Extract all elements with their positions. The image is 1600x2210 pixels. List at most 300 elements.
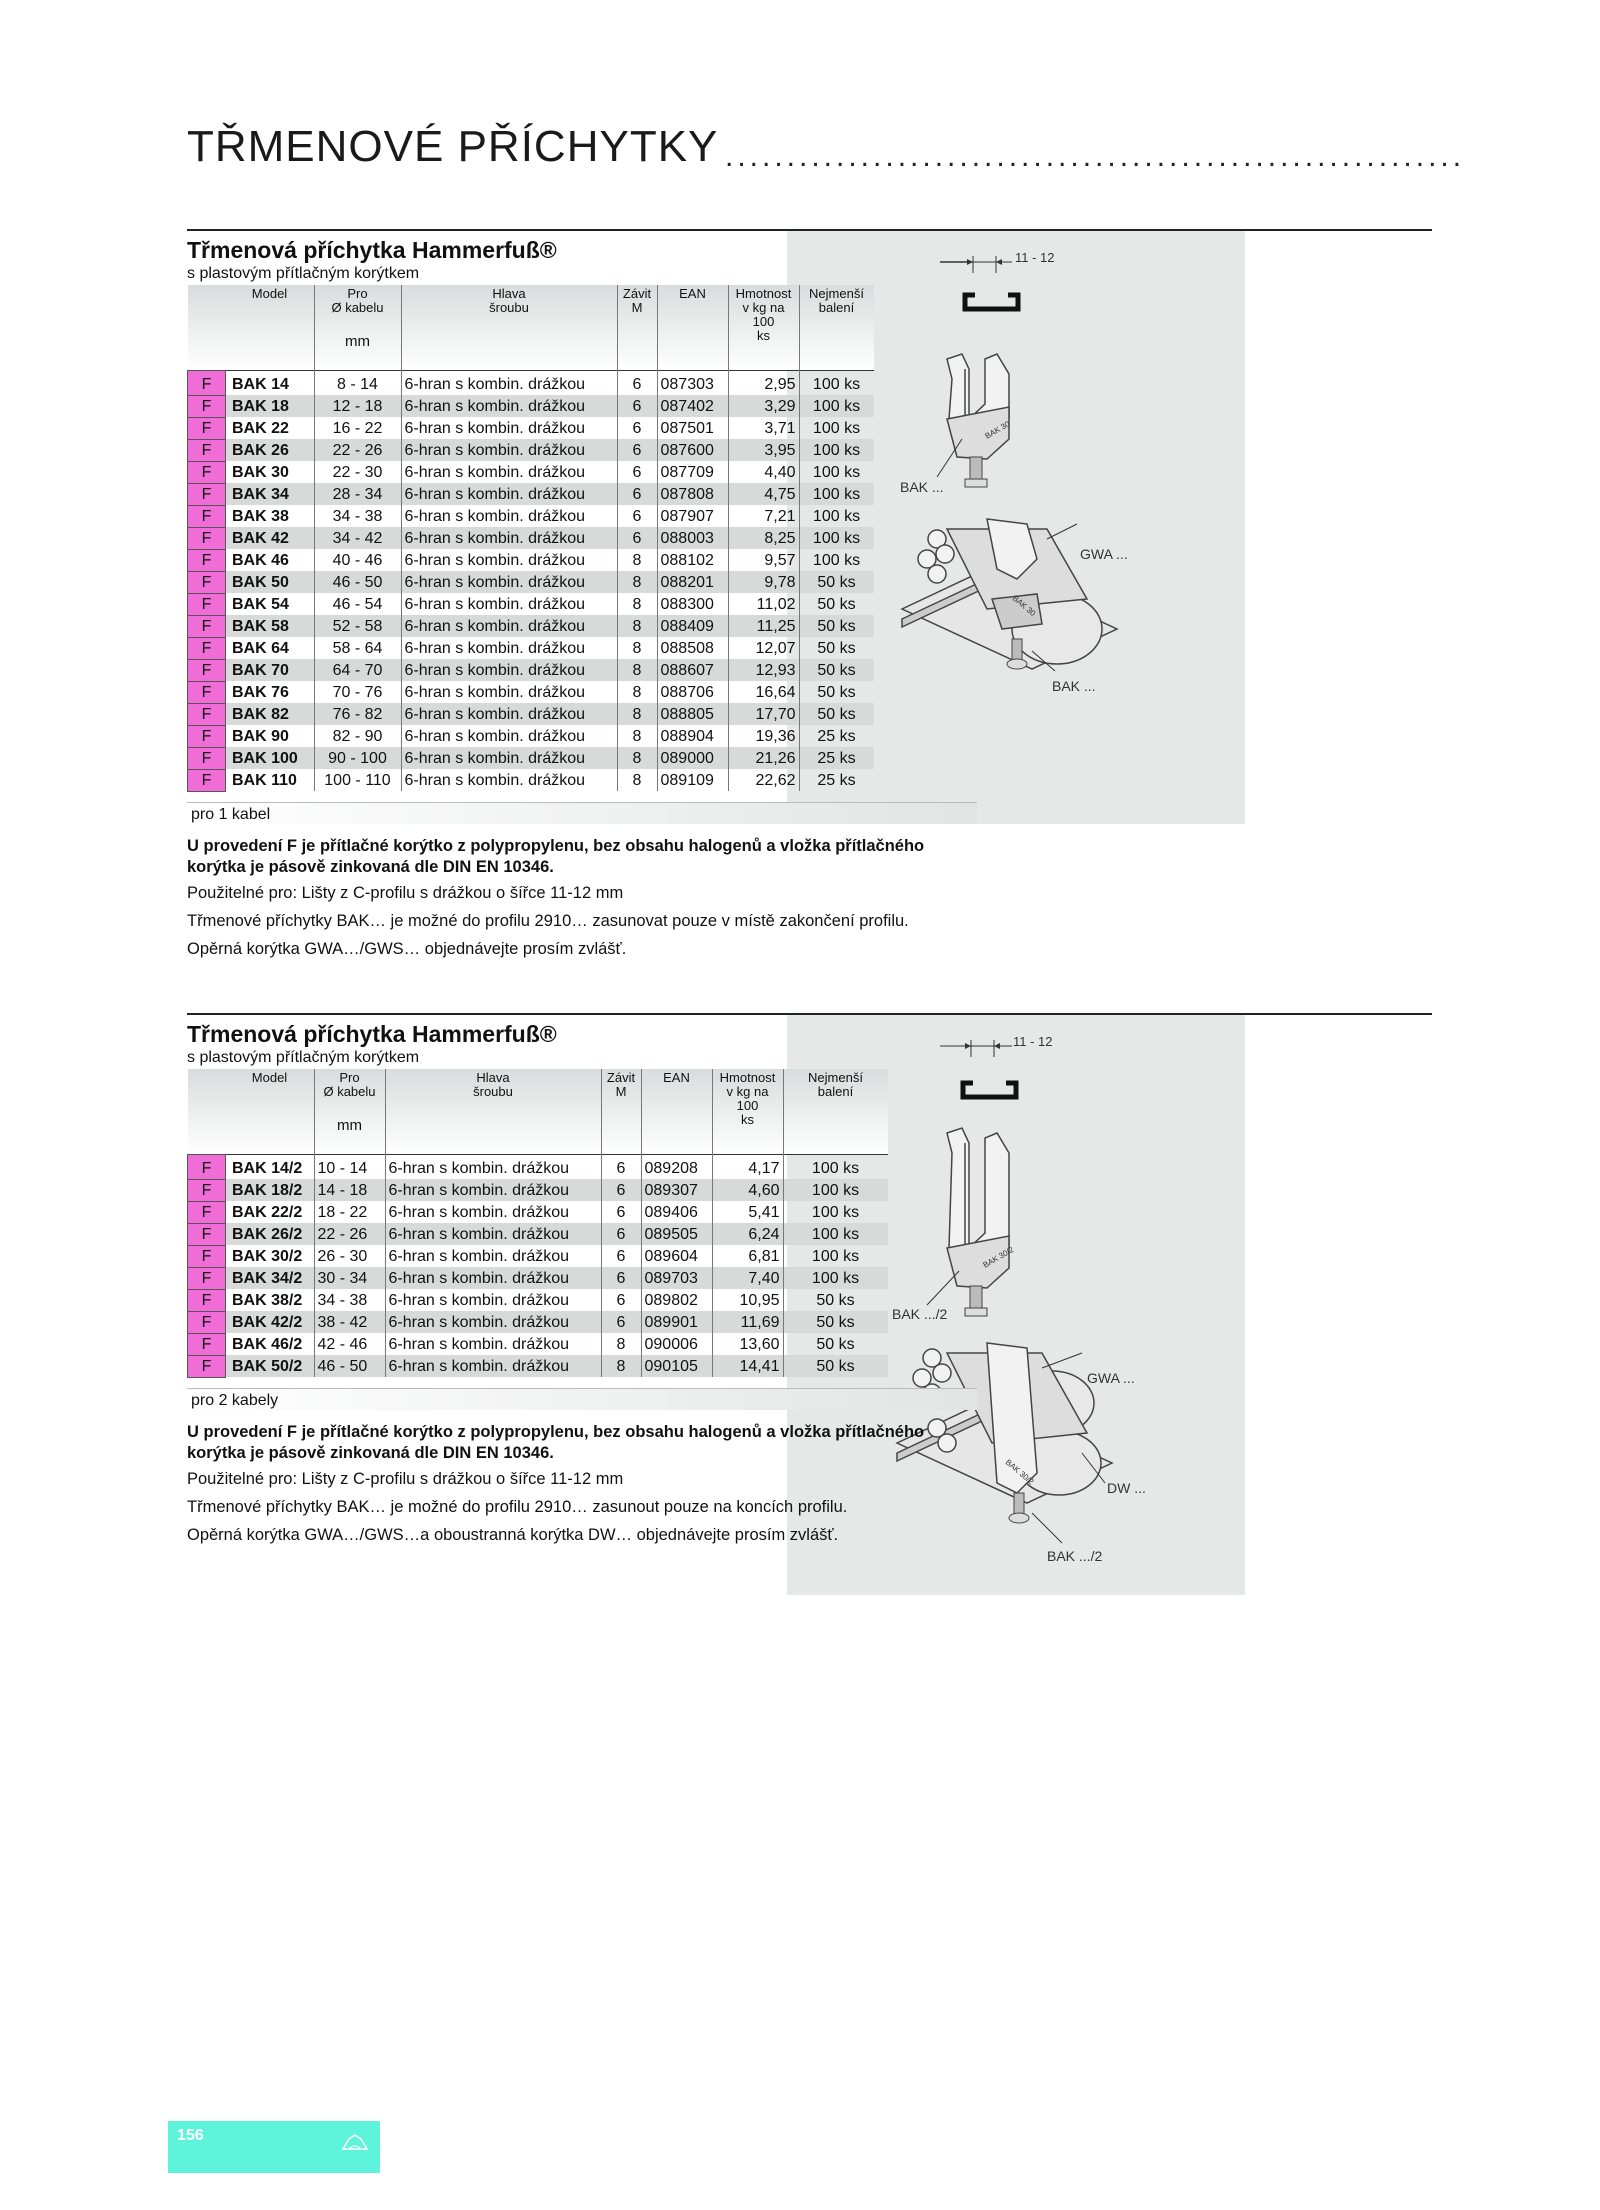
weight-cell: 5,41 xyxy=(712,1201,783,1223)
ean-cell: 088805 xyxy=(657,703,728,725)
pack-cell: 100 ks xyxy=(799,549,874,571)
model-cell: BAK 82 xyxy=(226,703,315,725)
dimension-label: 11 - 12 xyxy=(1015,250,1055,265)
header-model: Model xyxy=(226,285,315,370)
variant-badge: F xyxy=(188,1179,226,1201)
cable-range-cell: 22 - 26 xyxy=(314,439,401,461)
model-cell: BAK 22/2 xyxy=(232,1203,303,1221)
table-row xyxy=(188,1333,888,1355)
thread-cell: 6 xyxy=(617,439,657,461)
header-model: Model xyxy=(226,1069,315,1154)
section-subtitle: s plastovým přítlačným korýtkem xyxy=(187,1049,420,1066)
weight-cell: 9,78 xyxy=(728,571,799,593)
weight-cell: 11,69 xyxy=(712,1311,783,1333)
variant-badge: F xyxy=(188,593,226,615)
pack-cell: 50 ks xyxy=(783,1311,888,1333)
table-row xyxy=(188,571,874,593)
thread-cell: 8 xyxy=(617,703,657,725)
screw-head-cell: 6-hran s kombin. drážkou xyxy=(401,593,617,615)
table-body xyxy=(188,1154,888,1377)
header-min-pack: Nejmenší balení xyxy=(783,1069,888,1154)
pack-cell: 100 ks xyxy=(783,1223,888,1245)
table-row xyxy=(188,417,874,439)
weight-cell: 6,24 xyxy=(712,1223,783,1245)
cable-range-cell: 8 - 14 xyxy=(314,370,401,395)
thread-cell: 8 xyxy=(601,1333,641,1355)
screw-head-cell: 6-hran s kombin. drážkou xyxy=(401,725,617,747)
thread-cell: 6 xyxy=(617,461,657,483)
ean-cell: 089802 xyxy=(641,1289,712,1311)
screw-head-cell: 6-hran s kombin. drážkou xyxy=(385,1355,601,1377)
header-screw-head: Hlava šroubu xyxy=(401,285,617,370)
variant-badge: F xyxy=(188,549,226,571)
model-cell: BAK 26 xyxy=(226,439,315,461)
cable-range-cell: 40 - 46 xyxy=(314,549,401,571)
thread-cell: 6 xyxy=(601,1223,641,1245)
model-cell: BAK 46/2 xyxy=(232,1335,303,1353)
variant-badge: F xyxy=(188,395,226,417)
pack-cell: 100 ks xyxy=(783,1267,888,1289)
section-rule xyxy=(187,1013,1432,1015)
model-cell: BAK 58 xyxy=(226,615,315,637)
pack-cell: 100 ks xyxy=(799,370,874,395)
screw-head-cell: 6-hran s kombin. drážkou xyxy=(385,1311,601,1333)
ean-cell: 089901 xyxy=(641,1311,712,1333)
thread-cell: 6 xyxy=(601,1201,641,1223)
screw-head-cell: 6-hran s kombin. drážkou xyxy=(401,439,617,461)
model-cell: BAK 110 xyxy=(232,771,297,789)
cable-range-cell: 16 - 22 xyxy=(314,417,401,439)
variant-badge: F xyxy=(188,505,226,527)
thread-cell: 8 xyxy=(617,549,657,571)
screw-head-cell: 6-hran s kombin. drážkou xyxy=(401,505,617,527)
header-cable-diameter: Pro Ø kabelu mm xyxy=(314,285,401,370)
pack-cell: 50 ks xyxy=(799,615,874,637)
table-row xyxy=(188,1245,888,1267)
order-note: Opěrná korýtka GWA…/GWS… objednávejte prosím zvlášť. xyxy=(187,939,627,958)
thread-cell: 6 xyxy=(601,1179,641,1201)
label-gwa: GWA ... xyxy=(1087,1370,1135,1386)
model-cell: BAK 34/2 xyxy=(226,1267,315,1289)
table-row xyxy=(188,593,874,615)
weight-cell: 9,57 xyxy=(728,549,799,571)
model-cell: BAK 14 xyxy=(232,375,289,393)
cable-range-cell: 22 - 30 xyxy=(314,461,401,483)
table-row xyxy=(188,725,874,747)
weight-cell: 12,93 xyxy=(728,659,799,681)
thread-cell: 6 xyxy=(601,1267,641,1289)
pack-cell: 50 ks xyxy=(799,637,874,659)
screw-head-cell: 6-hran s kombin. drážkou xyxy=(401,615,617,637)
thread-cell: 8 xyxy=(617,769,657,791)
screw-head-cell: 6-hran s kombin. drážkou xyxy=(385,1223,601,1245)
pack-cell: 25 ks xyxy=(799,747,874,769)
clip-marking: BAK 30/2 xyxy=(981,1245,1016,1270)
variant-badge: F xyxy=(188,681,226,703)
header-variant xyxy=(188,285,226,370)
thread-cell: 6 xyxy=(617,527,657,549)
cable-range-cell: 42 - 46 xyxy=(314,1333,385,1355)
table-row xyxy=(188,483,874,505)
cable-range-cell: 34 - 38 xyxy=(314,505,401,527)
cable-range-cell: 76 - 82 xyxy=(314,703,401,725)
weight-cell: 11,02 xyxy=(728,593,799,615)
screw-head-cell: 6-hran s kombin. drážkou xyxy=(385,1289,601,1311)
table-row xyxy=(188,461,874,483)
thread-cell: 8 xyxy=(617,747,657,769)
variant-badge: F xyxy=(188,703,226,725)
thread-cell: 8 xyxy=(601,1355,641,1377)
cable-range-cell: 38 - 42 xyxy=(314,1311,385,1333)
model-cell: BAK 90 xyxy=(232,727,289,745)
cable-range-cell: 64 - 70 xyxy=(314,659,401,681)
model-cell: BAK 18/2 xyxy=(226,1179,315,1201)
pack-cell: 50 ks xyxy=(799,593,874,615)
pack-cell: 50 ks xyxy=(783,1333,888,1355)
model-cell: BAK 34 xyxy=(226,483,315,505)
header-thread: Závit M xyxy=(601,1069,641,1154)
pack-cell: 50 ks xyxy=(799,571,874,593)
ean-cell: 088300 xyxy=(657,593,728,615)
table-row xyxy=(188,1154,888,1179)
weight-cell: 7,40 xyxy=(712,1267,783,1289)
variant-badge: F xyxy=(188,527,226,549)
cable-range-cell: 58 - 64 xyxy=(314,637,401,659)
product-table xyxy=(187,285,874,792)
pack-cell: 50 ks xyxy=(799,681,874,703)
ean-cell: 087501 xyxy=(657,417,728,439)
weight-cell: 16,64 xyxy=(728,681,799,703)
model-cell: BAK 50/2 xyxy=(226,1355,315,1377)
variant-badge: F xyxy=(188,747,226,769)
variant-badge: F xyxy=(188,1289,226,1311)
ean-cell: 088607 xyxy=(657,659,728,681)
pack-cell: 100 ks xyxy=(799,483,874,505)
clip-marking-2: BAK 30/2 xyxy=(1003,1457,1036,1487)
table-row xyxy=(188,1201,888,1223)
pack-cell: 100 ks xyxy=(799,417,874,439)
cable-range-cell: 90 - 100 xyxy=(314,747,401,769)
table-row xyxy=(188,637,874,659)
ean-cell: 088904 xyxy=(657,725,728,747)
label-dw: DW ... xyxy=(1107,1480,1146,1496)
weight-cell: 4,60 xyxy=(712,1179,783,1201)
weight-cell: 22,62 xyxy=(728,769,799,791)
pack-cell: 100 ks xyxy=(783,1154,888,1179)
thread-cell: 6 xyxy=(601,1245,641,1267)
pack-cell: 50 ks xyxy=(783,1289,888,1311)
thread-cell: 6 xyxy=(617,417,657,439)
label-gwa: GWA ... xyxy=(1080,546,1128,562)
variant-badge: F xyxy=(188,1267,226,1289)
variant-badge: F xyxy=(188,637,226,659)
pack-cell: 100 ks xyxy=(799,461,874,483)
cable-range-cell: 28 - 34 xyxy=(314,483,401,505)
variant-badge: F xyxy=(188,1245,226,1267)
product-section-1 xyxy=(187,229,1432,960)
model-cell: BAK 38 xyxy=(232,507,289,525)
clip-marking-2: BAK 30 xyxy=(1010,593,1038,618)
cable-range-cell: 14 - 18 xyxy=(314,1179,385,1201)
pack-cell: 100 ks xyxy=(783,1245,888,1267)
cable-range-cell: 12 - 18 xyxy=(314,395,401,417)
ean-cell: 089505 xyxy=(641,1223,712,1245)
ean-cell: 089703 xyxy=(641,1267,712,1289)
screw-head-cell: 6-hran s kombin. drážkou xyxy=(401,571,617,593)
table-row xyxy=(188,439,874,461)
ean-cell: 087709 xyxy=(657,461,728,483)
thread-cell: 6 xyxy=(617,483,657,505)
variant-badge: F xyxy=(188,439,226,461)
pack-cell: 100 ks xyxy=(799,395,874,417)
product-section-2 xyxy=(187,1013,1432,1546)
weight-cell: 11,25 xyxy=(728,615,799,637)
screw-head-cell: 6-hran s kombin. drážkou xyxy=(385,1333,601,1355)
label-bak-bottom: BAK .../2 xyxy=(1047,1548,1103,1564)
ean-cell: 088003 xyxy=(657,527,728,549)
model-cell: BAK 30/2 xyxy=(232,1247,303,1265)
profile-note: Třmenové příchytky BAK… je možné do profilu 2910… zasunovat pouze v místě zakončení profilu. xyxy=(187,911,909,930)
dimension-label: 11 - 12 xyxy=(1013,1034,1053,1049)
header-ean: EAN xyxy=(657,285,728,370)
variant-badge: F xyxy=(188,461,226,483)
material-note: U provedení F je přítlačné korýtko z polypropylenu, bez obsahu halogenů a vložka přítlačného korýtka je pásově zinkovaná dle DIN EN 10346. xyxy=(187,1422,925,1462)
table-row xyxy=(188,549,874,571)
thread-cell: 8 xyxy=(617,659,657,681)
ean-cell: 089604 xyxy=(641,1245,712,1267)
pack-cell: 100 ks xyxy=(799,505,874,527)
ean-cell: 088508 xyxy=(657,637,728,659)
screw-head-cell: 6-hran s kombin. drážkou xyxy=(401,659,617,681)
ean-cell: 088201 xyxy=(657,571,728,593)
table-row xyxy=(188,1355,888,1377)
ean-cell: 089109 xyxy=(657,769,728,791)
screw-head-cell: 6-hran s kombin. drážkou xyxy=(385,1201,601,1223)
thread-cell: 8 xyxy=(617,725,657,747)
weight-cell: 14,41 xyxy=(712,1355,783,1377)
cable-range-cell: 34 - 42 xyxy=(314,527,401,549)
cable-range-cell: 18 - 22 xyxy=(314,1201,385,1223)
variant-badge: F xyxy=(188,615,226,637)
header-weight: Hmotnost v kg na 100 ks xyxy=(728,285,799,370)
model-cell: BAK 100 xyxy=(226,747,315,769)
variant-badge: F xyxy=(188,1223,226,1245)
thread-cell: 8 xyxy=(617,571,657,593)
model-cell: BAK 46 xyxy=(232,551,289,569)
pack-cell: 50 ks xyxy=(783,1355,888,1377)
ean-cell: 087808 xyxy=(657,483,728,505)
variant-badge: F xyxy=(188,1201,226,1223)
pack-cell: 25 ks xyxy=(799,725,874,747)
cable-range-cell: 34 - 38 xyxy=(314,1289,385,1311)
variant-badge: F xyxy=(188,1311,226,1333)
header-screw-head: Hlava šroubu xyxy=(385,1069,601,1154)
weight-cell: 19,36 xyxy=(728,725,799,747)
variant-badge: F xyxy=(188,571,226,593)
pack-cell: 100 ks xyxy=(799,439,874,461)
header-thread: Závit M xyxy=(617,285,657,370)
variant-badge: F xyxy=(188,769,226,791)
weight-cell: 4,17 xyxy=(712,1154,783,1179)
cable-range-cell: 46 - 50 xyxy=(314,571,401,593)
weight-cell: 21,26 xyxy=(728,747,799,769)
screw-head-cell: 6-hran s kombin. drážkou xyxy=(401,681,617,703)
screw-head-cell: 6-hran s kombin. drážkou xyxy=(401,395,617,417)
header-variant xyxy=(188,1069,226,1154)
header-ean: EAN xyxy=(641,1069,712,1154)
ean-cell: 089000 xyxy=(657,747,728,769)
screw-head-cell: 6-hran s kombin. drážkou xyxy=(385,1154,601,1179)
usage-note: Použitelné pro: Lišty z C-profilu s drážkou o šířce 11-12 mm xyxy=(187,1469,624,1488)
title-leader-dots: ............................................................ xyxy=(725,140,1466,170)
page-number-tab xyxy=(168,2121,380,2173)
weight-cell: 6,81 xyxy=(712,1245,783,1267)
model-cell: BAK 30 xyxy=(232,463,289,481)
variant-badge: F xyxy=(188,725,226,747)
cable-range-cell: 10 - 14 xyxy=(314,1154,385,1179)
header-cable-diameter: Pro Ø kabelu mm xyxy=(314,1069,385,1154)
table-row xyxy=(188,370,874,395)
cable-range-cell: 46 - 54 xyxy=(314,593,401,615)
weight-cell: 7,21 xyxy=(728,505,799,527)
cable-range-cell: 26 - 30 xyxy=(314,1245,385,1267)
model-cell: BAK 64 xyxy=(232,639,289,657)
variant-badge: F xyxy=(188,483,226,505)
usage-note: Použitelné pro: Lišty z C-profilu s drážkou o šířce 11-12 mm xyxy=(187,883,624,902)
cable-range-cell: 100 - 110 xyxy=(314,769,401,791)
table-row xyxy=(188,1267,888,1289)
model-cell: BAK 22 xyxy=(232,419,289,437)
model-cell: BAK 54 xyxy=(232,595,289,613)
screw-head-cell: 6-hran s kombin. drážkou xyxy=(385,1245,601,1267)
weight-cell: 3,29 xyxy=(728,395,799,417)
weight-cell: 3,71 xyxy=(728,417,799,439)
variant-badge: F xyxy=(188,417,226,439)
thread-cell: 6 xyxy=(601,1289,641,1311)
screw-head-cell: 6-hran s kombin. drážkou xyxy=(385,1179,601,1201)
thread-cell: 6 xyxy=(601,1311,641,1333)
ean-cell: 087402 xyxy=(657,395,728,417)
screw-head-cell: 6-hran s kombin. drážkou xyxy=(401,461,617,483)
screw-head-cell: 6-hran s kombin. drážkou xyxy=(401,769,617,791)
screw-head-cell: 6-hran s kombin. drážkou xyxy=(401,417,617,439)
model-cell: BAK 50 xyxy=(226,571,315,593)
cable-range-cell: 22 - 26 xyxy=(314,1223,385,1245)
screw-head-cell: 6-hran s kombin. drážkou xyxy=(401,527,617,549)
weight-cell: 13,60 xyxy=(712,1333,783,1355)
weight-cell: 17,70 xyxy=(728,703,799,725)
table-row xyxy=(188,659,874,681)
weight-cell: 3,95 xyxy=(728,439,799,461)
thread-cell: 8 xyxy=(617,593,657,615)
model-cell: BAK 42 xyxy=(226,527,315,549)
table-row xyxy=(188,747,874,769)
screw-head-cell: 6-hran s kombin. drážkou xyxy=(385,1267,601,1289)
ean-cell: 087907 xyxy=(657,505,728,527)
page-number: 156 xyxy=(177,2127,204,2144)
screw-head-cell: 6-hran s kombin. drážkou xyxy=(401,747,617,769)
cable-range-cell: 30 - 34 xyxy=(314,1267,385,1289)
clip-marking: BAK 30 xyxy=(983,419,1012,441)
pack-cell: 100 ks xyxy=(783,1179,888,1201)
thread-cell: 6 xyxy=(601,1154,641,1179)
section-subtitle: s plastovým přítlačným korýtkem xyxy=(187,265,420,282)
table-header-row xyxy=(188,285,874,370)
ean-cell: 089208 xyxy=(641,1154,712,1179)
model-cell: BAK 18 xyxy=(226,395,315,417)
cable-range-cell: 82 - 90 xyxy=(314,725,401,747)
weight-cell: 4,75 xyxy=(728,483,799,505)
screw-head-cell: 6-hran s kombin. drážkou xyxy=(401,370,617,395)
model-cell: BAK 26/2 xyxy=(226,1223,315,1245)
model-cell: BAK 14/2 xyxy=(232,1159,303,1177)
variant-badge: F xyxy=(188,659,226,681)
label-bak-bottom: BAK ... xyxy=(1052,678,1096,694)
ean-cell: 089307 xyxy=(641,1179,712,1201)
material-note: U provedení F je přítlačné korýtko z polypropylenu, bez obsahu halogenů a vložka přítlačného korýtka je pásově zinkovaná dle DIN EN 10346. xyxy=(187,836,925,876)
weight-cell: 2,95 xyxy=(728,370,799,395)
screw-head-cell: 6-hran s kombin. drážkou xyxy=(401,637,617,659)
section-title: Třmenová příchytka Hammerfuß® xyxy=(187,237,557,263)
table-header-row xyxy=(188,1069,888,1154)
screw-head-cell: 6-hran s kombin. drážkou xyxy=(401,483,617,505)
recycle-cloud-icon xyxy=(339,2131,371,2155)
section-title: Třmenová příchytka Hammerfuß® xyxy=(187,1021,557,1047)
product-table xyxy=(187,1069,888,1378)
variant-badge: F xyxy=(188,1355,226,1377)
pack-cell: 50 ks xyxy=(799,703,874,725)
label-bak-top: BAK ... xyxy=(900,479,944,495)
pack-cell: 100 ks xyxy=(799,527,874,549)
weight-cell: 8,25 xyxy=(728,527,799,549)
table-row xyxy=(188,395,874,417)
model-cell: BAK 76 xyxy=(232,683,289,701)
variant-badge: F xyxy=(188,1154,226,1179)
table-row xyxy=(188,1289,888,1311)
table-footer-label: pro 2 kabely xyxy=(187,1388,977,1410)
ean-cell: 090006 xyxy=(641,1333,712,1355)
label-bak-top: BAK .../2 xyxy=(892,1306,948,1322)
table-row xyxy=(188,1311,888,1333)
screw-head-cell: 6-hran s kombin. drážkou xyxy=(401,549,617,571)
table-row xyxy=(188,1223,888,1245)
weight-cell: 10,95 xyxy=(712,1289,783,1311)
thread-cell: 6 xyxy=(617,370,657,395)
profile-note: Třmenové příchytky BAK… je možné do profilu 2910… zasunout pouze na koncích profilu. xyxy=(187,1497,848,1516)
model-cell: BAK 42/2 xyxy=(226,1311,315,1333)
thread-cell: 6 xyxy=(617,505,657,527)
variant-badge: F xyxy=(188,370,226,395)
thread-cell: 8 xyxy=(617,681,657,703)
header-weight: Hmotnost v kg na 100 ks xyxy=(712,1069,783,1154)
table-row xyxy=(188,769,874,791)
table-row xyxy=(188,505,874,527)
order-note: Opěrná korýtka GWA…/GWS…a oboustranná korýtka DW… objednávejte prosím zvlášť. xyxy=(187,1525,839,1544)
header-min-pack: Nejmenší balení xyxy=(799,285,874,370)
model-cell: BAK 70 xyxy=(226,659,315,681)
table-body xyxy=(188,370,874,791)
pack-cell: 100 ks xyxy=(783,1201,888,1223)
thread-cell: 8 xyxy=(617,637,657,659)
weight-cell: 12,07 xyxy=(728,637,799,659)
variant-badge: F xyxy=(188,1333,226,1355)
section-rule xyxy=(187,229,1432,231)
cable-range-cell: 52 - 58 xyxy=(314,615,401,637)
thread-cell: 8 xyxy=(617,615,657,637)
model-cell: BAK 38/2 xyxy=(232,1291,303,1309)
screw-head-cell: 6-hran s kombin. drážkou xyxy=(401,703,617,725)
ean-cell: 090105 xyxy=(641,1355,712,1377)
